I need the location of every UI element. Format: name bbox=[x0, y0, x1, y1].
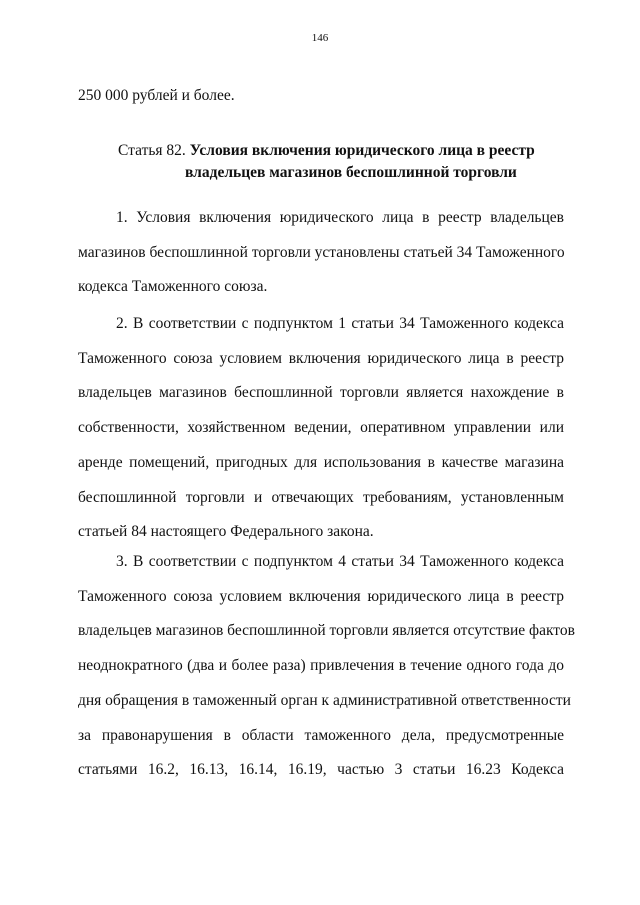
article-number: Статья 82. bbox=[118, 142, 186, 159]
paragraph-line: Таможенного союза условием включения юридического лица в реестр bbox=[78, 587, 564, 605]
paragraph-3 bbox=[78, 545, 575, 788]
article-title-line-1: Условия включения юридического лица в реестр bbox=[189, 142, 535, 159]
continuation-text: 250 000 рублей и более. bbox=[78, 87, 235, 104]
paragraph-line: статьями 16.2, 16.13, 16.14, 16.19, частью 3 статьи 16.23 Кодекса bbox=[78, 761, 564, 779]
paragraph-line: дня обращения в таможенный орган к административной ответственности bbox=[78, 691, 571, 709]
article-heading bbox=[118, 140, 578, 184]
paragraph-2 bbox=[78, 307, 564, 550]
paragraph-line: владельцев магазинов беспошлинной торговли является отсутствие фактов bbox=[78, 622, 575, 640]
paragraph-line: собственности, хозяйственном ведении, оперативном управлении или bbox=[78, 419, 564, 437]
paragraph-line: статьей 84 настоящего Федерального закона. bbox=[78, 523, 374, 541]
paragraph-line: неоднократного (два и более раза) привлечения в течение одного года до bbox=[78, 657, 564, 675]
paragraph-line: аренде помещений, пригодных для использования в качестве магазина bbox=[78, 453, 564, 471]
paragraph-line: за правонарушения в области таможенного дела, предусмотренные bbox=[78, 726, 564, 744]
paragraph-1 bbox=[78, 201, 564, 305]
paragraph-line: беспошлинной торговли и отвечающих требованиям, установленным bbox=[78, 488, 564, 506]
page-number: 146 bbox=[311, 32, 329, 44]
paragraph-line: Таможенного союза условием включения юридического лица в реестр bbox=[78, 349, 564, 367]
paragraph-line: 2. В соответствии с подпунктом 1 статьи 34 Таможенного кодекса bbox=[116, 315, 564, 332]
paragraph-line: магазинов беспошлинной торговли установлены статьей 34 Таможенного bbox=[78, 243, 565, 261]
article-title-line-2: владельцев магазинов беспошлинной торговли bbox=[185, 164, 517, 181]
paragraph-line: 1. Условия включения юридического лица в реестр владельцев bbox=[116, 209, 564, 226]
paragraph-line: кодекса Таможенного союза. bbox=[78, 278, 268, 296]
paragraph-line: 3. В соответствии с подпунктом 4 статьи 34 Таможенного кодекса bbox=[116, 553, 564, 570]
paragraph-line: владельцев магазинов беспошлинной торговли является нахождение в bbox=[78, 384, 564, 402]
